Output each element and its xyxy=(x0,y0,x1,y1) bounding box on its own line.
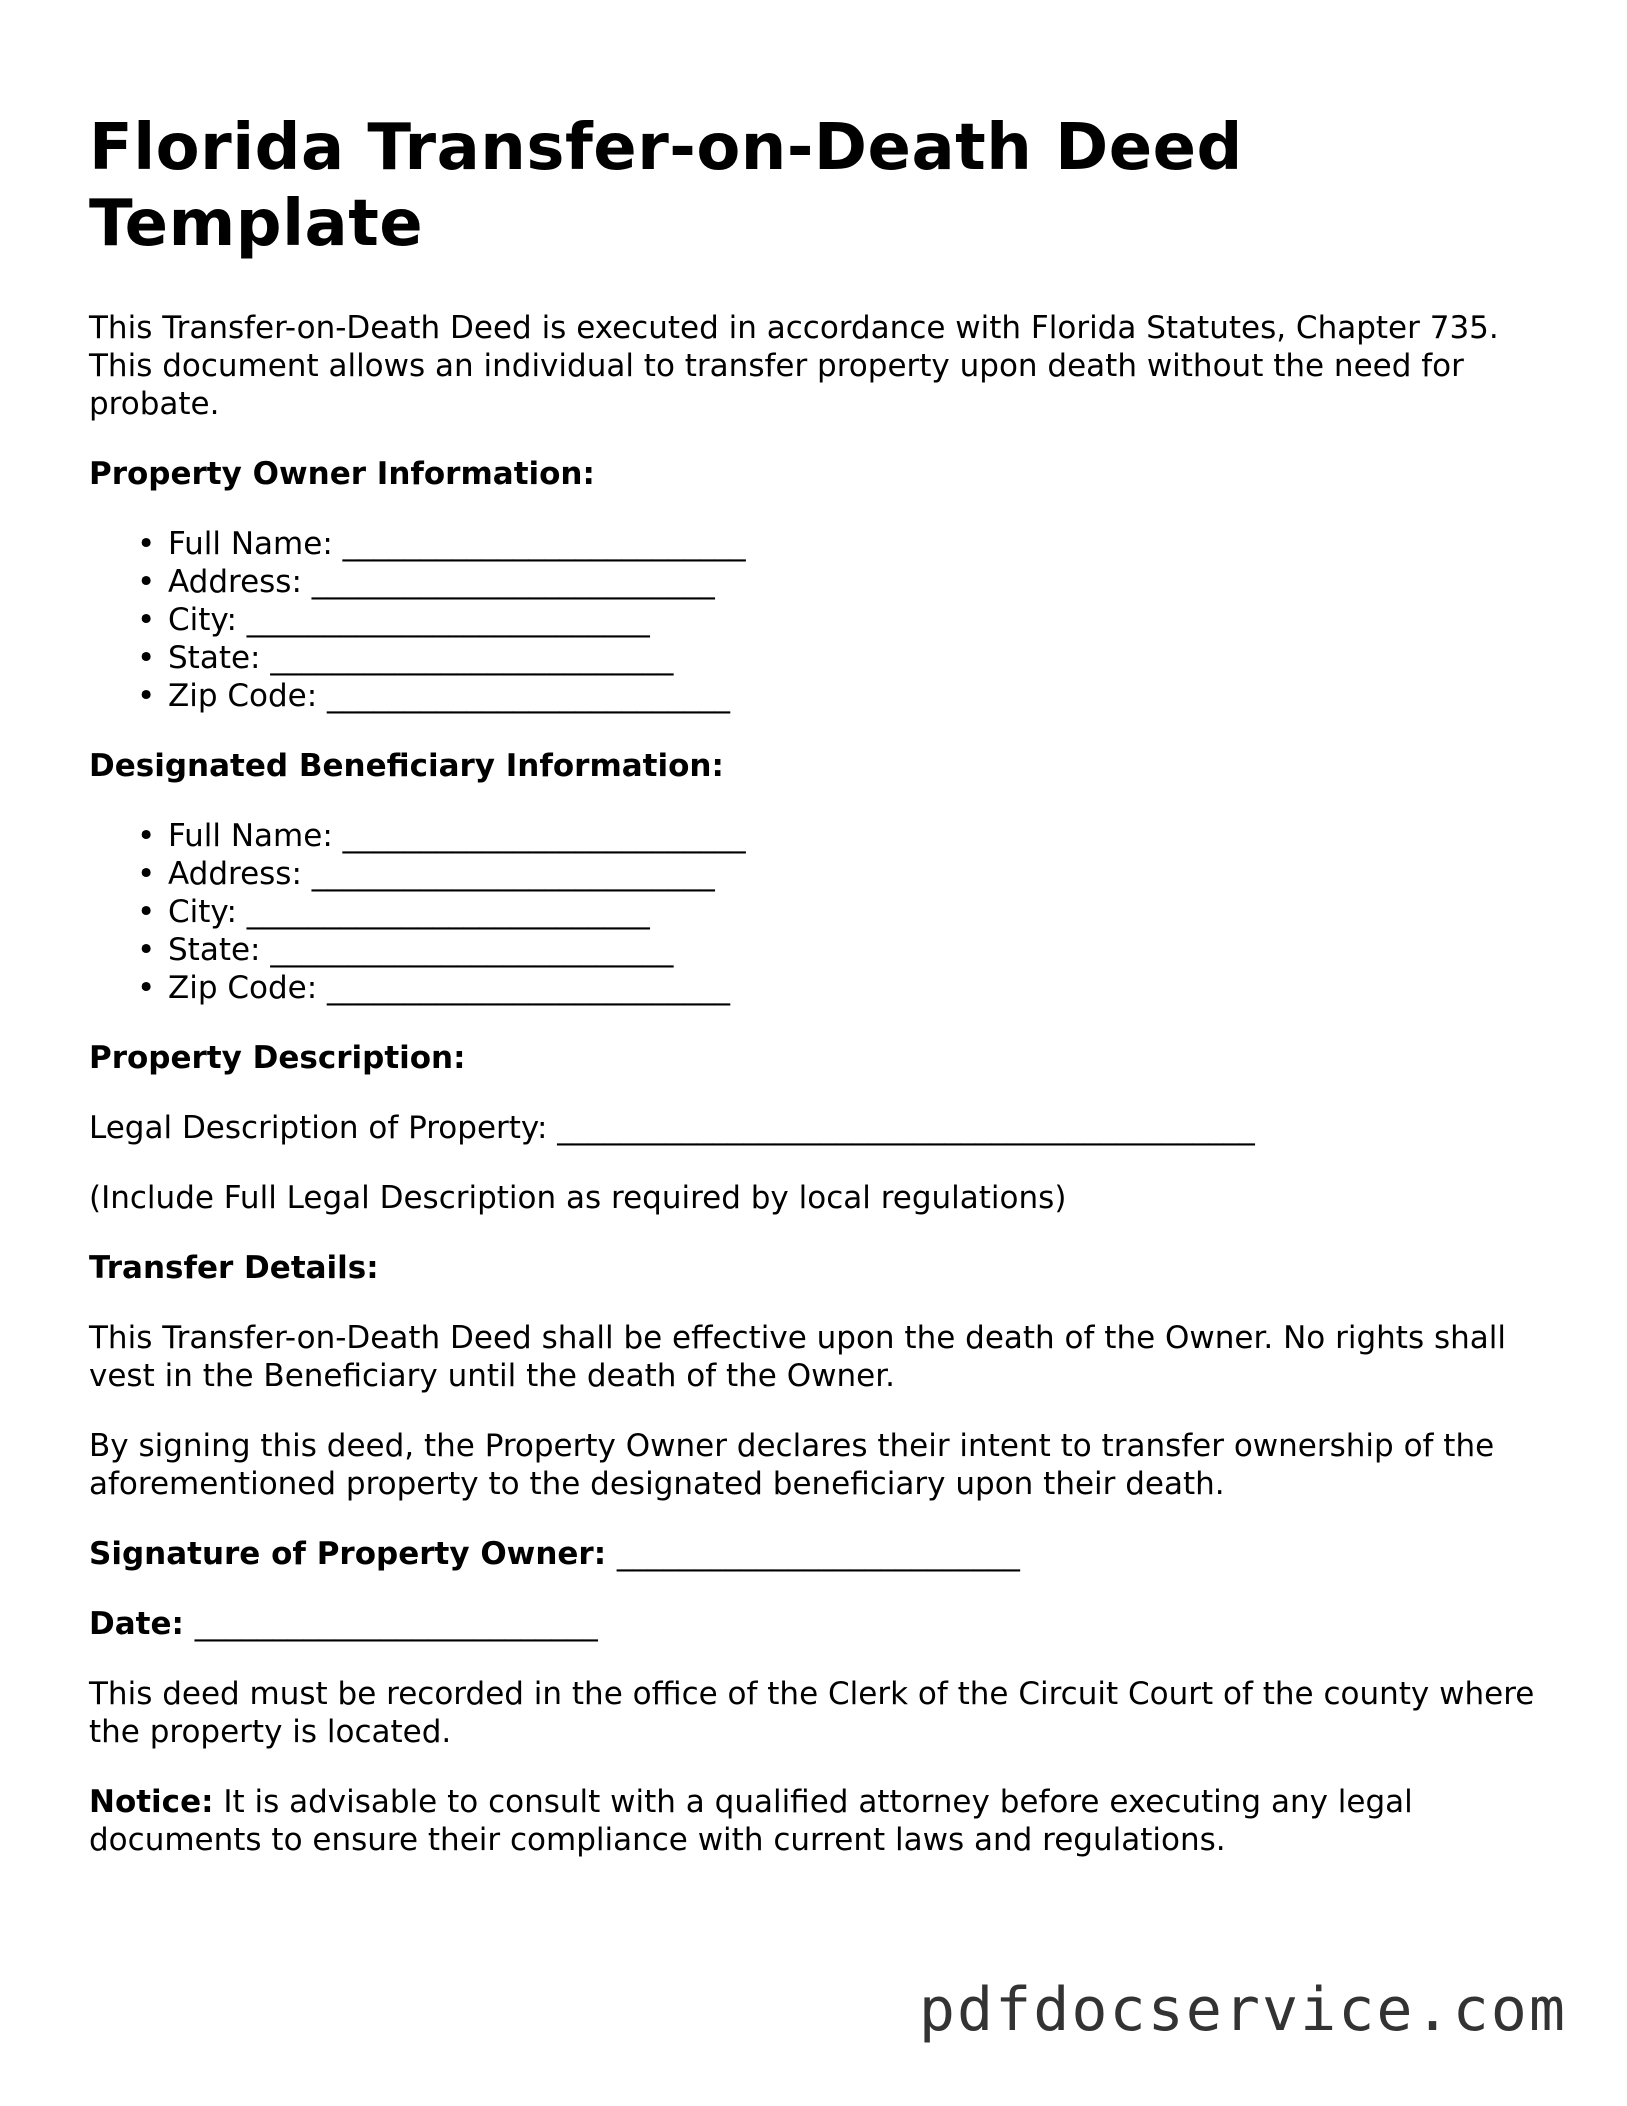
property-section-heading: Property Description: xyxy=(89,1040,466,1076)
bullet-icon: • xyxy=(137,602,156,638)
owner-state-field: State: __________________________ xyxy=(168,640,674,676)
signature-blank: __________________________ xyxy=(616,1536,1020,1572)
bullet-icon: • xyxy=(137,818,156,854)
bullet-icon: • xyxy=(137,678,156,714)
beneficiary-city-field: City: __________________________ xyxy=(168,894,650,930)
signature-label: Signature of Property Owner: xyxy=(89,1536,607,1572)
owner-fields-list xyxy=(89,525,1549,715)
beneficiary-state-field: State: __________________________ xyxy=(168,932,674,968)
list-item xyxy=(137,639,1549,677)
owner-section-heading: Property Owner Information: xyxy=(89,456,595,492)
list-item xyxy=(137,563,1549,601)
beneficiary-fields-list xyxy=(89,817,1549,1007)
bullet-icon: • xyxy=(137,640,156,676)
recording-note: This deed must be recorded in the office of the Clerk of the Circuit Court of the county where the property is located. xyxy=(89,1676,1535,1750)
date-line xyxy=(89,1605,1549,1643)
list-item xyxy=(137,855,1549,893)
list-item xyxy=(137,525,1549,563)
bullet-icon: • xyxy=(137,856,156,892)
bullet-icon: • xyxy=(137,970,156,1006)
watermark-logo: pdfdocservice.com xyxy=(918,1975,1567,2045)
list-item xyxy=(137,677,1549,715)
list-item xyxy=(137,601,1549,639)
legal-description-field: Legal Description of Property: _____________________________________________ xyxy=(89,1110,1255,1146)
beneficiary-section-heading: Designated Beneficiary Information: xyxy=(89,748,724,784)
list-item xyxy=(137,969,1549,1007)
owner-address-field: Address: __________________________ xyxy=(168,564,715,600)
owner-full-name-field: Full Name: __________________________ xyxy=(168,526,746,562)
legal-description-note: (Include Full Legal Description as required by local regulations) xyxy=(89,1180,1067,1216)
beneficiary-zip-code-field: Zip Code: __________________________ xyxy=(168,970,731,1006)
beneficiary-address-field: Address: __________________________ xyxy=(168,856,715,892)
document-title: Florida Transfer-on-Death Deed Template xyxy=(89,111,1243,261)
date-label: Date: xyxy=(89,1606,184,1642)
transfer-section-heading: Transfer Details: xyxy=(89,1250,379,1286)
intro-paragraph: This Transfer-on-Death Deed is executed in accordance with Florida Statutes, Chapter 735. This document allows an individual to transfer property upon death without the need for probate. xyxy=(89,310,1499,422)
document-page xyxy=(89,110,1549,1891)
bullet-icon: • xyxy=(137,526,156,562)
list-item xyxy=(137,931,1549,969)
list-item xyxy=(137,817,1549,855)
notice-label: Notice: xyxy=(89,1784,214,1820)
transfer-paragraph-intent: By signing this deed, the Property Owner declares their intent to transfer ownership of the aforementioned property to the designated beneficiary upon their death. xyxy=(89,1428,1495,1502)
bullet-icon: • xyxy=(137,564,156,600)
owner-zip-code-field: Zip Code: __________________________ xyxy=(168,678,731,714)
notice-text: It is advisable to consult with a qualified attorney before executing any legal documents to ensure their compliance with current laws and regulations. xyxy=(89,1784,1413,1858)
bullet-icon: • xyxy=(137,894,156,930)
owner-city-field: City: __________________________ xyxy=(168,602,650,638)
notice-paragraph xyxy=(89,1783,1549,1859)
list-item xyxy=(137,893,1549,931)
signature-line xyxy=(89,1535,1549,1573)
date-blank: __________________________ xyxy=(194,1606,598,1642)
beneficiary-full-name-field: Full Name: __________________________ xyxy=(168,818,746,854)
bullet-icon: • xyxy=(137,932,156,968)
transfer-paragraph-effective: This Transfer-on-Death Deed shall be effective upon the death of the Owner. No rights shall vest in the Beneficiary until the death of the Owner. xyxy=(89,1320,1506,1394)
